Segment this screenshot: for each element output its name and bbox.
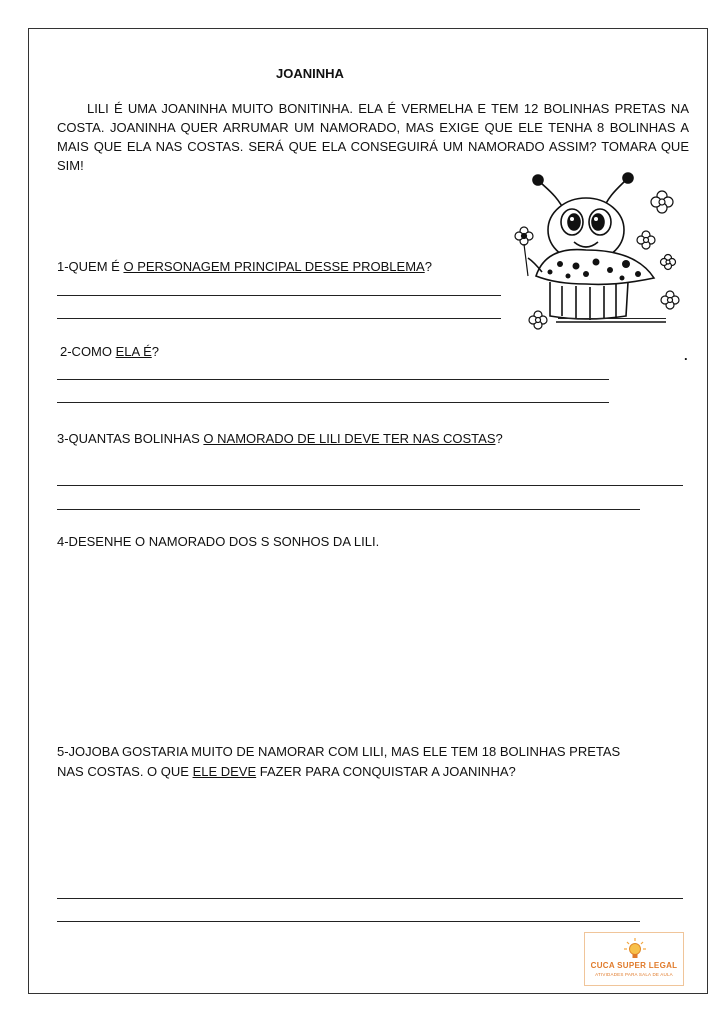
answer-line[interactable] <box>57 898 683 899</box>
question-4: 4-DESENHE O NAMORADO DOS S SONHOS DA LILI. <box>57 534 380 549</box>
answer-line[interactable] <box>57 921 640 922</box>
question-3-underlined: O NAMORADO DE LILI DEVE TER NAS COSTAS <box>203 431 496 446</box>
answer-line[interactable] <box>558 318 666 319</box>
lightbulb-icon <box>623 937 647 961</box>
story-paragraph <box>57 99 689 175</box>
question-2: 2-COMO ELA É? <box>60 344 159 359</box>
answer-line[interactable] <box>57 379 609 380</box>
question-1-underlined: O PERSONAGEM PRINCIPAL DESSE PROBLEMA <box>123 259 425 274</box>
cuca-super-legal-logo <box>584 932 684 986</box>
ladybug-illustration <box>506 166 686 332</box>
drawing-area[interactable] <box>57 560 683 730</box>
answer-line[interactable] <box>57 509 640 510</box>
question-1: 1-QUEM É O PERSONAGEM PRINCIPAL DESSE PROBLEMA? <box>57 259 432 274</box>
question-5-underlined: ELE DEVE <box>192 764 257 779</box>
logo-tagline: ATIVIDADES PARA SALA DE AULA <box>595 972 673 977</box>
question-2-underlined: ELA É <box>115 344 152 359</box>
stray-mark: . <box>684 348 688 363</box>
answer-line[interactable] <box>57 402 609 403</box>
logo-brand: CUCA SUPER LEGAL <box>590 961 678 970</box>
answer-line[interactable] <box>57 295 501 296</box>
answer-line[interactable] <box>57 318 501 319</box>
question-3: 3-QUANTAS BOLINHAS O NAMORADO DE LILI DEVE TER NAS COSTAS? <box>57 431 503 446</box>
question-5-line-1: 5-JOJOBA GOSTARIA MUITO DE NAMORAR COM LILI, MAS ELE TEM 18 BOLINHAS PRETAS <box>57 744 621 759</box>
page-title: JOANINHA <box>276 66 344 81</box>
answer-line[interactable] <box>57 485 683 486</box>
question-5-line-2: NAS COSTAS. O QUE ELE DEVE FAZER PARA CONQUISTAR A JOANINHA? <box>57 764 516 779</box>
story-text: LILI É UMA JOANINHA MUITO BONITINHA. ELA É VERMELHA E TEM 12 BOLINHAS PRETAS NA COSTA. JOANINHA QUER ARRUMAR UM NAMORADO, MAS EXIGE QUE ELE TENHA 8 BOLINHAS A MAIS QUE ELA NAS COSTAS. SERÁ QUE ELA CONSEGUIRÁ UM NAMORADO ASSIM? TOMARA QUE SIM! <box>57 101 689 173</box>
